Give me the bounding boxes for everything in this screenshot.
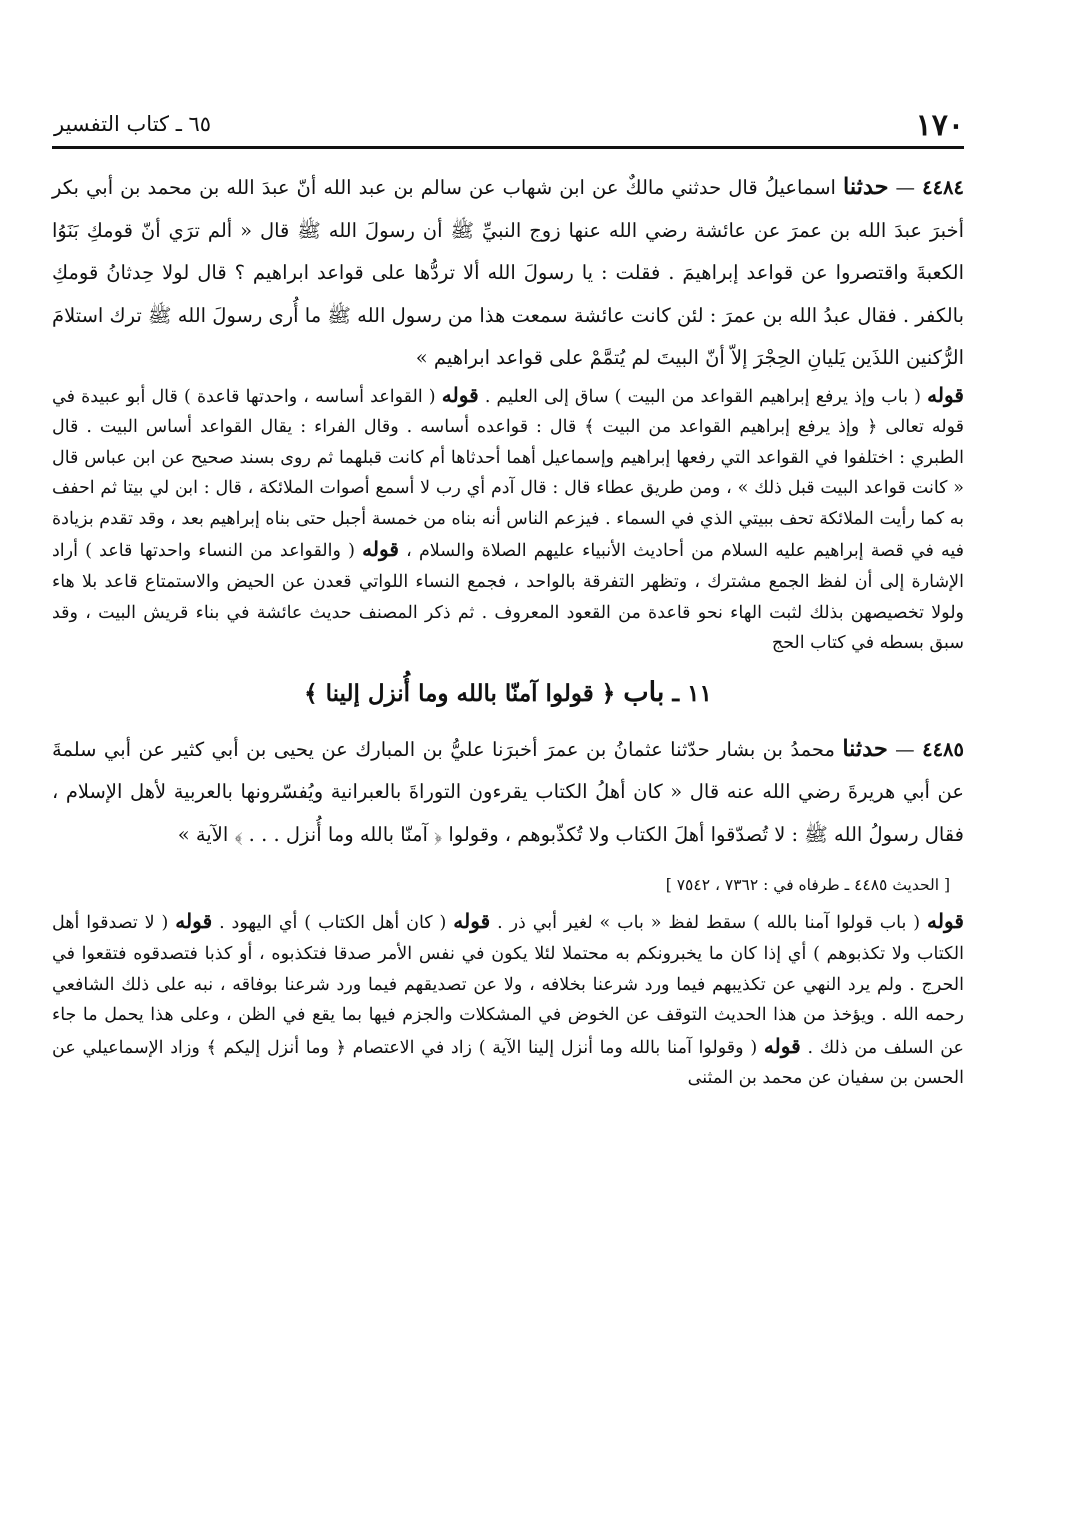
haddathana-keyword: حدثنا xyxy=(842,735,888,762)
hadith-text: محمدُ بن بشار حدّثنا عثمانُ بن عمرَ أخبرَنا عليُّ بن المبارك عن يحيى بن أبي كثير عن أبي سلمةَ عن أبي هريرةَ رضي الله عنه قال « كان أهلُ الكتاب يقرءون التوراةَ بالعبرانية ويُفسّرونها بالعربية لأهل الإسلام ، فقال رسولُ الله ﷺ : لا تُصدّقوا أهلَ الكتاب ولا تُكذّبوهم ، وقولوا ﴿ آمنّا بالله وما أُنزل . . . ﴾ الآية » xyxy=(52,737,964,846)
commentary-text: ( لا تصدقوا أهل الكتاب ولا تكذبوهم ) أي إذا كان ما يخبرونكم به محتملا لئلا يكون في نفس الأمر صدقا فتكذبوه ، أو كذبا فتصدقوه فتقعوا في الحرج . ولم يرد النهي عن تكذيبهم فيما ورد شرعنا بخلافه ، ولا عن تصديقهم فيما ورد شرعنا بوفاقه ، نبه على ذلك الشافعي رحمه الله . ويؤخذ من هذا الحديث التوقف عن الخوض في المشكلات والجزم فيها بما يقع في الظن ، وعلى هذا يحمل ما جاء عن السلف من ذلك . xyxy=(52,913,964,1058)
hadith-4484: ٤٤٨٤ — حدثنا اسماعيلُ قال حدثني مالكٌ عن ابن شهاب عن سالم بن عبد الله أنّ عبدَ الله بن محمد بن أبي بكر أخبرَ عبدَ الله بن عمرَ عن عائشة رضي الله عنها زوج النبيِّ ﷺ أن رسولَ الله ﷺ قال « ألم ترَي أنّ قومكِ بَنَوُا الكعبةَ واقتصروا عن قواعد إبراهيمَ . فقلت : يا رسولَ الله ألا تردُّها على قواعد ابراهيم ؟ قال لولا حِدثانُ قومكِ بالكفر . فقال عبدُ الله بن عمرَ : لئن كانت عائشة سمعت هذا من رسول الله ﷺ ما أُرى رسولَ الله ﷺ ترك استلامَ الرُّكنين اللذَين يَليانِ الحِجْرَ إلاّ أنّ البيتَ لم يُتمَّمْ على قواعد ابراهيم » xyxy=(52,174,964,369)
qawluhu-keyword: قوله xyxy=(441,382,479,407)
commentary-text: ( وقولوا آمنا بالله وما أنزل إلينا الآية ) زاد في الاعتصام ﴿ وما أنزل إليكم ﴾ وزاد الإسماعيلي عن الحسن بن سفيان عن محمد بن المثنى xyxy=(52,1037,964,1089)
qawluhu-keyword: قوله xyxy=(175,909,213,934)
qawluhu-keyword: قوله xyxy=(362,537,400,562)
running-title: ٦٥ ـ كتاب التفسير xyxy=(54,112,212,136)
page-content xyxy=(52,166,964,1094)
commentary-text: ( القواعد أساسه ، واحدتها قاعدة ) قال أبو عبيدة في قوله تعالى ﴿ وإذ يرفع إبراهيم القواعد من البيت ﴾ قال : قواعده أساسه . وقال الفراء : يقال القواعد أساس البيت . قال الطبري : اختلفوا في القواعد التي رفعها إبراهيم وإسماعيل أهما أحدثاها أم كانت قبلهما ثم روى بسند صحيح عن ابن عباس قال « كانت قواعد البيت قبل ذلك » ، ومن طريق عطاء قال : قال آدم أي رب لا أسمع أصوات الملائكة ، قال : ابن لي بيتا ثم احفف به كما رأيت الملائكة تحف ببيتي الذي في السماء . فيزعم الناس أنه بناه من خمسة أجبل حتى بناه إبراهيم بعد ، وقد تقدم بزيادة فيه في قصة إبراهيم عليه السلام من أحاديث الأنبياء عليهم الصلاة والسلام ، xyxy=(52,386,964,562)
hadith-number: ٤٤٨٤ xyxy=(922,176,964,199)
chapter-dash: ـ xyxy=(672,679,680,707)
cross-reference: [ الحديث ٤٤٨٥ ـ طرفاه في : ٧٣٦٢ ، ٧٥٤٢ ] xyxy=(665,876,950,895)
commentary-block-1 xyxy=(52,380,964,659)
haddathana-keyword: حدثنا xyxy=(843,174,889,200)
qawluhu-keyword: قوله xyxy=(763,1033,801,1058)
hadith-number: ٤٤٨٥ xyxy=(922,737,964,761)
page-number: ١٧٠ xyxy=(915,108,964,143)
qawluhu-keyword: قوله xyxy=(927,382,964,407)
chapter-number: ١١ xyxy=(687,679,712,707)
qawluhu-keyword: قوله xyxy=(453,909,491,934)
commentary-text: ( باب وإذ يرفع إبراهيم القواعد من البيت ) ساق إلى العليم . xyxy=(484,386,921,407)
hadith-text: اسماعيلُ قال حدثني مالكٌ عن ابن شهاب عن سالم بن عبد الله أنّ عبدَ الله بن محمد بن أبي بكر أخبرَ عبدَ الله بن عمرَ عن عائشة رضي الله عنها زوج النبيِّ ﷺ أن رسولَ الله ﷺ قال « ألم ترَي أنّ قومكِ بَنَوُا الكعبةَ واقتصروا عن قواعد إبراهيمَ . فقلت : يا رسولَ الله ألا تردُّها على قواعد ابراهيم ؟ قال لولا حِدثانُ قومكِ بالكفر . فقال عبدُ الله بن عمرَ : لئن كانت عائشة سمعت هذا من رسول الله ﷺ ما أُرى رسولَ الله ﷺ ترك استلامَ الرُّكنين اللذَين يَليانِ الحِجْرَ إلاّ أنّ البيتَ لم يُتمَّمْ على قواعد ابراهيم » xyxy=(52,176,964,369)
commentary-text: ( والقواعد من النساء واحدتها قاعد ) أراد الإشارة إلى أن لفظ الجمع مشترك ، وتظهر التفرقة بالواحد ، فجمع النساء اللواتي قعدن عن الحيض والاستمتاع قاعد بلا هاء ولولا تخصيصهن بذلك لثبت الهاء نحو قاعدة من القعود المعروف . ثم ذكر المصنف حديث عائشة في بناء قريش البيت ، وقد سبق بسطه في كتاب الحج xyxy=(52,541,964,654)
hadith-4485: ٤٤٨٥ — حدثنا محمدُ بن بشار حدّثنا عثمانُ بن عمرَ أخبرَنا عليُّ بن المبارك عن يحيى بن أبي كثير عن أبي سلمةَ عن أبي هريرةَ رضي الله عنه قال « كان أهلُ الكتاب يقرءون التوراةَ بالعبرانية ويُفسّرونها بالعربية لأهل الإسلام ، فقال رسولُ الله ﷺ : لا تُصدّقوا أهلَ الكتاب ولا تُكذّبوهم ، وقولوا ﴿ آمنّا بالله وما أُنزل . . . ﴾ الآية » xyxy=(52,735,964,846)
chapter-heading xyxy=(52,663,964,724)
header-rule xyxy=(52,146,964,149)
commentary-block-2 xyxy=(52,906,964,1094)
book-page xyxy=(52,100,964,1520)
commentary-text: ( باب قولوا آمنا بالله ) سقط لفظ « باب » لغير أبي ذر . xyxy=(497,913,921,934)
page-header xyxy=(52,100,964,146)
chapter-title: ﴿ قولوا آمنّا بالله وما أُنزل إلينا ﴾ xyxy=(304,679,616,707)
qawluhu-keyword: قوله xyxy=(927,909,964,934)
commentary-text: ( كان أهل الكتاب ) أي اليهود . xyxy=(219,913,447,934)
bab-keyword: باب xyxy=(623,676,665,708)
